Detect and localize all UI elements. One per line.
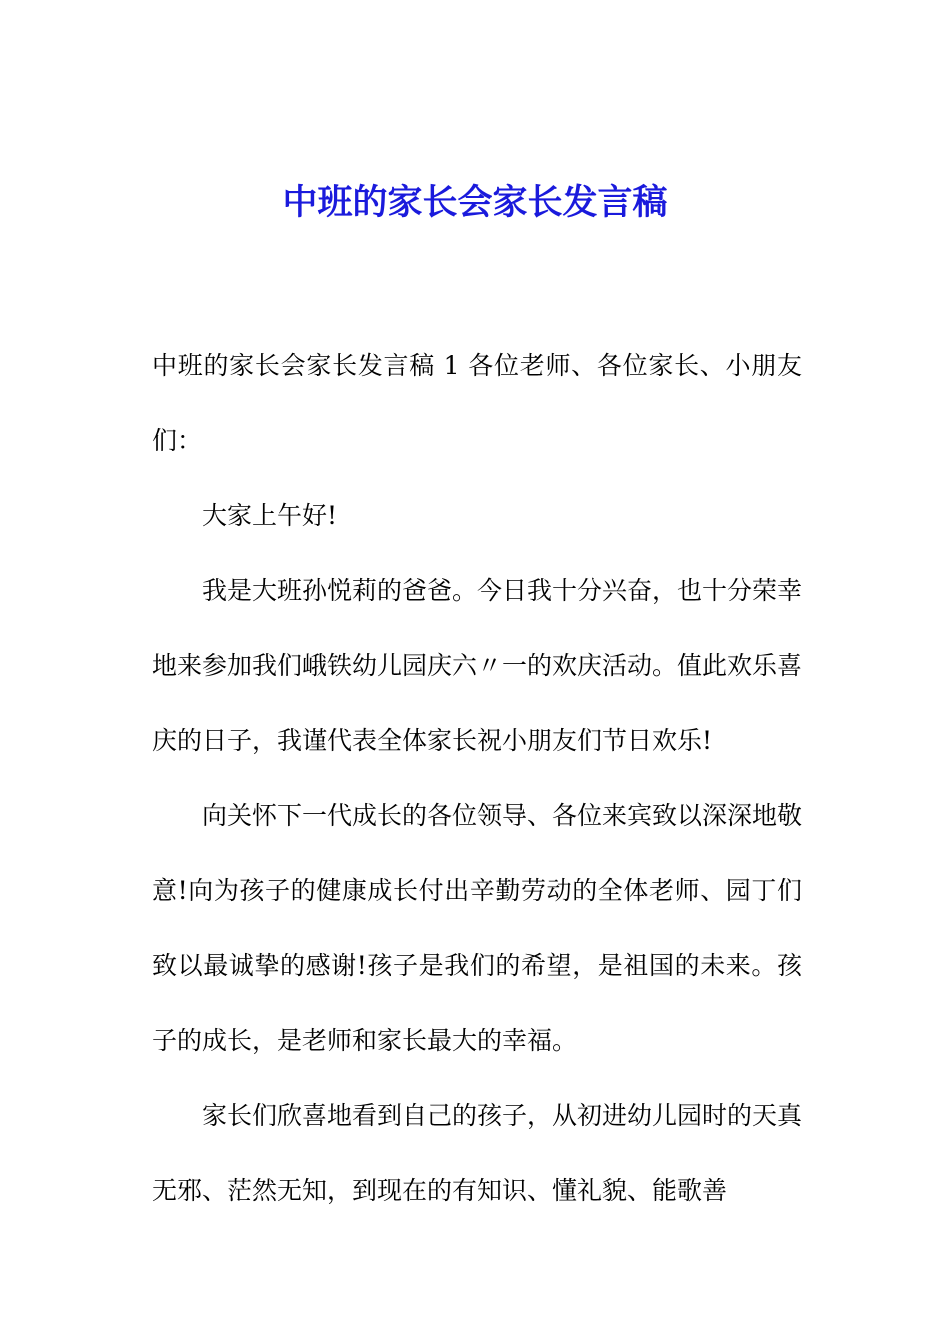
document-body [152, 328, 802, 1228]
paragraph-opening: 中班的家长会家长发言稿 1 各位老师、各位家长、小朋友们： [152, 351, 802, 455]
document-title: 中班的家长会家长发言稿 [282, 182, 668, 223]
paragraph-greeting: 大家上午好! [202, 501, 338, 530]
paragraph-introduction: 我是大班孙悦莉的爸爸。今日我十分兴奋，也十分荣幸地来参加我们峨铁幼儿园庆六〃一的欢庆活动。值此欢乐喜庆的日子，我谨代表全体家长祝小朋友们节日欢乐! [152, 576, 803, 755]
paragraph-growth: 家长们欣喜地看到自己的孩子，从初进幼儿园时的天真无邪、茫然无知，到现在的有知识、懂礼貌、能歌善 [152, 1101, 803, 1205]
paragraph-gratitude: 向关怀下一代成长的各位领导、各位来宾致以深深地敬意!向为孩子的健康成长付出辛勤劳动的全体老师、园丁们致以最诚挚的感谢!孩子是我们的希望，是祖国的未来。孩子的成长，是老师和家长最大的幸福。 [152, 801, 803, 1055]
